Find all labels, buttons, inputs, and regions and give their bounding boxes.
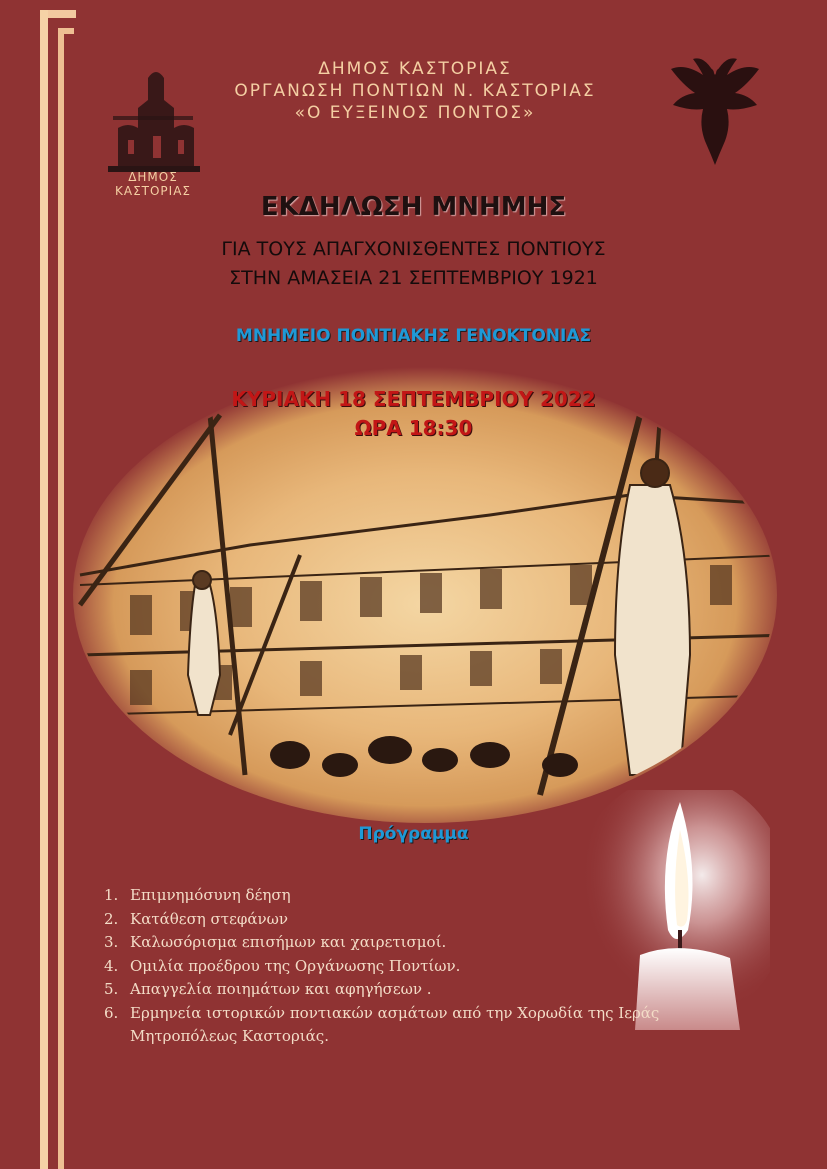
- event-date: ΚΥΡΙΑΚΗ 18 ΣΕΠΤΕΜΒΡΙΟΥ 2022: [231, 387, 596, 411]
- left-logo-caption-line-1: ΔΗΜΟΣ: [128, 170, 178, 184]
- program-item: [104, 908, 764, 932]
- program-title: Πρόγραμμα: [358, 824, 469, 844]
- program-item: [104, 931, 764, 955]
- program-item-number: 6.: [104, 1003, 119, 1022]
- org-line-1: ΔΗΜΟΣ ΚΑΣΤΟΡΙΑΣ: [318, 59, 512, 79]
- program-item-text: Καλωσόρισμα επισήμων και χαιρετισμοί.: [130, 933, 447, 951]
- frame-top-bar-inner: [58, 28, 74, 34]
- program-item: [104, 884, 764, 908]
- org-line-2: ΟΡΓΑΝΩΣΗ ΠΟΝΤΙΩΝ Ν. ΚΑΣΤΟΡΙΑΣ: [234, 81, 596, 101]
- program-item: [104, 955, 764, 979]
- program-item-number: 5.: [104, 980, 119, 998]
- program-item-text: Ερμηνεία ιστορικών ποντιακών ασμάτων από την Χορωδία της Ιεράς Μητροπόλεως Καστοριάς.: [130, 1003, 660, 1045]
- program-item-number: 2.: [104, 909, 119, 928]
- event-subtitle-line-2: ΣΤΗΝ ΑΜΑΣΕΙΑ 21 ΣΕΠΤΕΜΒΡΙΟΥ 1921: [229, 267, 598, 289]
- event-subtitle: [0, 235, 827, 293]
- program-item-number: 3.: [104, 933, 119, 951]
- program-list: [104, 884, 764, 1049]
- double-headed-eagle-icon: [665, 45, 765, 170]
- organization-header: [180, 58, 650, 124]
- program-item: [104, 978, 764, 1002]
- program-item-text: Απαγγελία ποιημάτων και αφηγήσεων .: [130, 980, 432, 998]
- program-item: [104, 1002, 764, 1049]
- program-item-text: Επιμνημόσυνη δέηση: [130, 886, 291, 904]
- program-item-number: 1.: [104, 886, 119, 904]
- event-venue: ΜΝΗΜΕΙΟ ΠΟΝΤΙΑΚΗΣ ΓΕΝΟΚΤΟΝΙΑΣ: [235, 326, 592, 346]
- event-subtitle-line-1: ΓΙΑ ΤΟΥΣ ΑΠΑΓΧΟΝΙΣΘΕΝΤΕΣ ΠΟΝΤΙΟΥΣ: [221, 238, 606, 260]
- program-item-text: Κατάθεση στεφάνων: [130, 909, 288, 928]
- program-item-number: 4.: [104, 956, 119, 975]
- left-logo-caption-line-2: ΚΑΣΤΟΡΙΑΣ: [114, 184, 191, 198]
- program-item-text: Ομιλία προέδρου της Οργάνωσης Ποντίων.: [130, 956, 461, 975]
- org-line-3: «Ο ΕΥΞΕΙΝΟΣ ΠΟΝΤΟΣ»: [294, 103, 536, 123]
- frame-left-bar-outer: [40, 10, 48, 1169]
- event-title: ΕΚΔΗΛΩΣΗ ΜΝΗΜΗΣ: [260, 192, 567, 222]
- event-time: ΩΡΑ 18:30: [354, 416, 473, 440]
